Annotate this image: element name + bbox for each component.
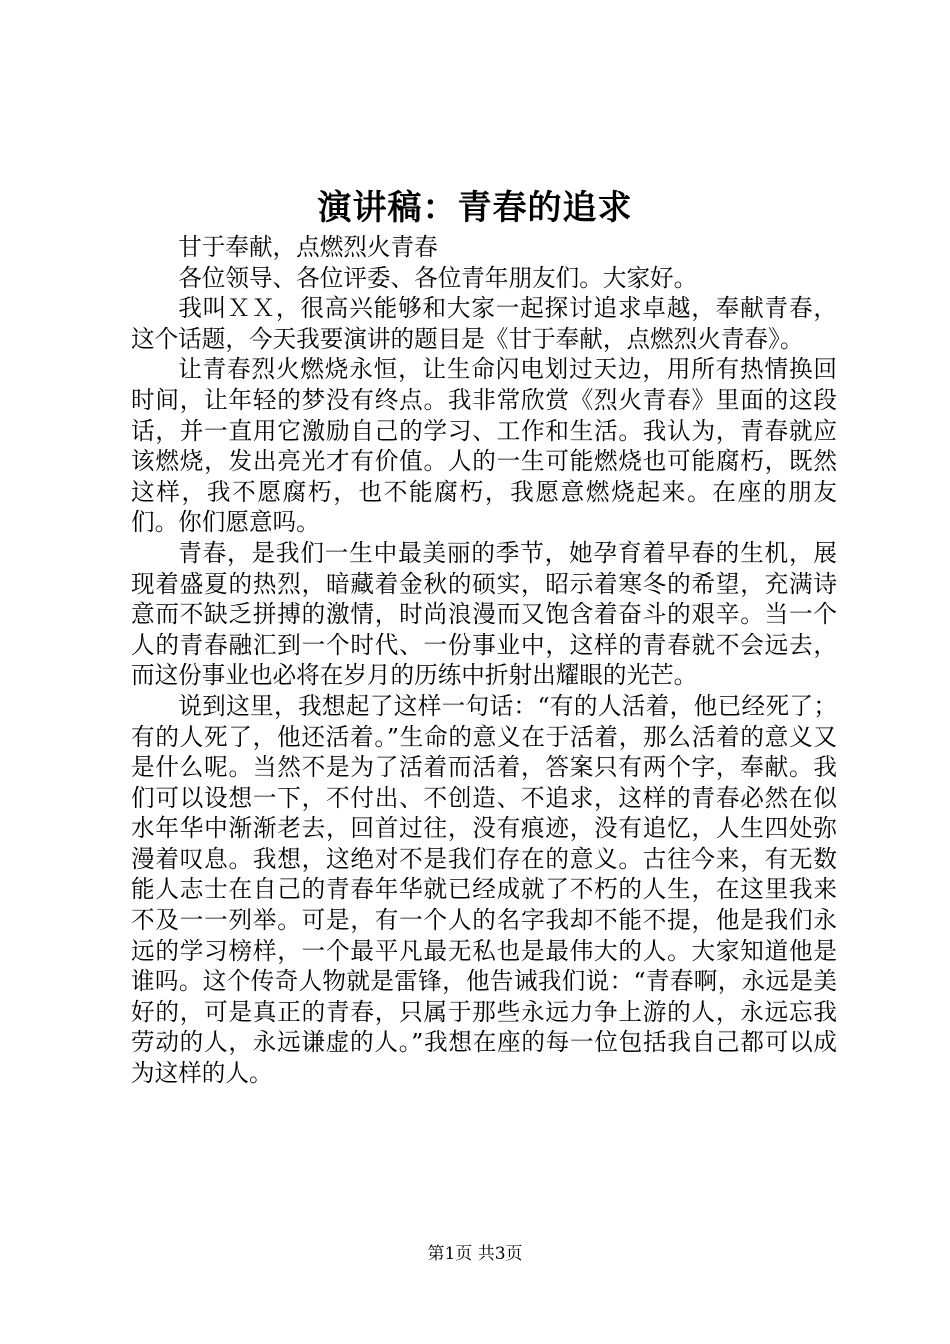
- document-body: [131, 232, 837, 1089]
- document-title: 演讲稿：青春的追求: [317, 188, 633, 228]
- paragraph-greeting: 各位领导、各位评委、各位青年朋友们。大家好。: [178, 263, 698, 292]
- paragraph-meaning-of-life: 说到这里，我想起了这样一句话：“有的人活着，他已经死了；有的人死了，他还活着。”生命的意义在于活着，那么活着的意义又是什么呢。当然不是为了活着而活着，答案只有两个字，奉献。我们可以设想一下，不付出、不创造、不追求，这样的青春必然在似水年华中渐渐老去，回首过往，没有痕迹，没有追忆，人生四处弥漫着叹息。我想，这绝对不是我们存在的意义。古往今来，有无数能人志士在自己的青春年华就已经成就了不朽的人生，在这里我来不及一一列举。可是，有一个人的名字我却不能不提，他是我们永远的学习榜样，一个最平凡最无私也是最伟大的人。大家知道他是谁吗。这个传奇人物就是雷锋，他告诫我们说：“青春啊，永远是美好的，可是真正的青春，只属于那些永远力争上游的人，永远忘我劳动的人，永远谦虚的人。”我想在座的每一位包括我自己都可以成为这样的人。: [131, 691, 837, 1088]
- paragraph-burning-youth: 让青春烈火燃烧永恒，让生命闪电划过天边，用所有热情换回时间，让年轻的梦没有终点。我非常欣赏《烈火青春》里面的这段话，并一直用它激励自己的学习、工作和生活。我认为，青春就应该燃烧，发出亮光才有价值。人的一生可能燃烧也可能腐朽，既然这样，我不愿腐朽，也不能腐朽，我愿意燃烧起来。在座的朋友们。你们愿意吗。: [131, 355, 837, 537]
- paragraph-subtitle: 甘于奉献，点燃烈火青春: [178, 233, 438, 261]
- page-footer: 第1页 共3页: [427, 1244, 523, 1264]
- paragraph-seasons-of-youth: 青春，是我们一生中最美丽的季节，她孕育着早春的生机，展现着盛夏的热烈，暗藏着金秋的硕实，昭示着寒冬的希望，充满诗意而不缺乏拼搏的激情，时尚浪漫而又饱含着奋斗的艰辛。当一个人的青春融汇到一个时代、一份事业中，这样的青春就不会远去，而这份事业也必将在岁月的历练中折射出耀眼的光芒。: [131, 538, 837, 690]
- paragraph-introduction: 我叫ＸＸ，很高兴能够和大家一起探讨追求卓越，奉献青春，这个话题，今天我要演讲的题目是《甘于奉献，点燃烈火青春》。: [131, 294, 837, 353]
